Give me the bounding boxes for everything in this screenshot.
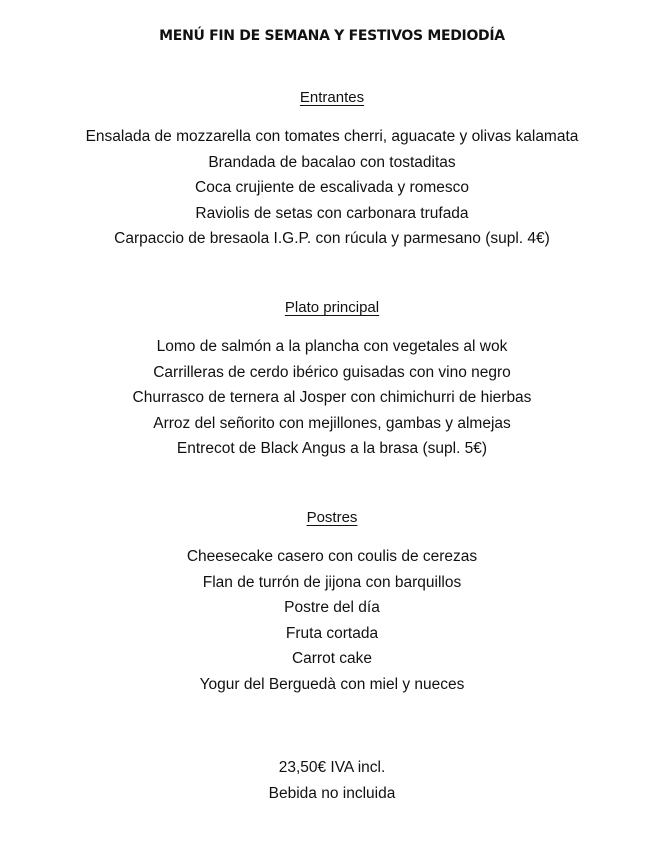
list-item: Arroz del señorito con mejillones, gambas y almejas (153, 414, 511, 432)
list-item: Raviolis de setas con carbonara trufada (195, 204, 469, 222)
list-item: Carrilleras de cerdo ibérico guisadas con vino negro (153, 363, 511, 381)
list-item: Churrasco de ternera al Josper con chimichurri de hierbas (132, 389, 532, 407)
price-text: 23,50€ IVA incl. (278, 759, 386, 776)
list-item: Lomo de salmón a la plancha con vegetales al wok (156, 338, 508, 355)
list-item: Coca crujiente de escalivada y romesco (195, 179, 469, 197)
section-list-postres (0, 544, 664, 698)
list-item: Fruta cortada (285, 624, 379, 642)
section-heading-entrantes: Entrantes (299, 89, 365, 106)
section-heading-postres: Postres (306, 509, 358, 526)
list-item: Cheesecake casero con coulis de cerezas (186, 548, 478, 565)
section-heading-plato-principal: Plato principal (284, 299, 380, 316)
list-item: Flan de turrón de jijona con barquillos (202, 573, 462, 591)
drink-note: Bebida no incluida (268, 785, 396, 802)
list-item: Ensalada de mozzarella con tomates cherri, aguacate y olivas kalamata (85, 128, 579, 145)
list-item: Entrecot de Black Angus a la brasa (supl. 5€) (176, 440, 488, 458)
list-item: Carrot cake (291, 650, 373, 668)
list-item: Yogur del Berguedà con miel y nueces (199, 675, 465, 693)
list-item: Brandada de bacalao con tostaditas (208, 153, 456, 171)
section-list-entrantes (0, 124, 664, 252)
list-item: Carpaccio de bresaola I.G.P. con rúcula y parmesano (supl. 4€) (114, 230, 550, 248)
menu-title: MENÚ FIN DE SEMANA Y FESTIVOS MEDIODÍA (159, 28, 505, 44)
list-item: Postre del día (284, 599, 380, 617)
section-list-plato-principal (0, 334, 664, 462)
